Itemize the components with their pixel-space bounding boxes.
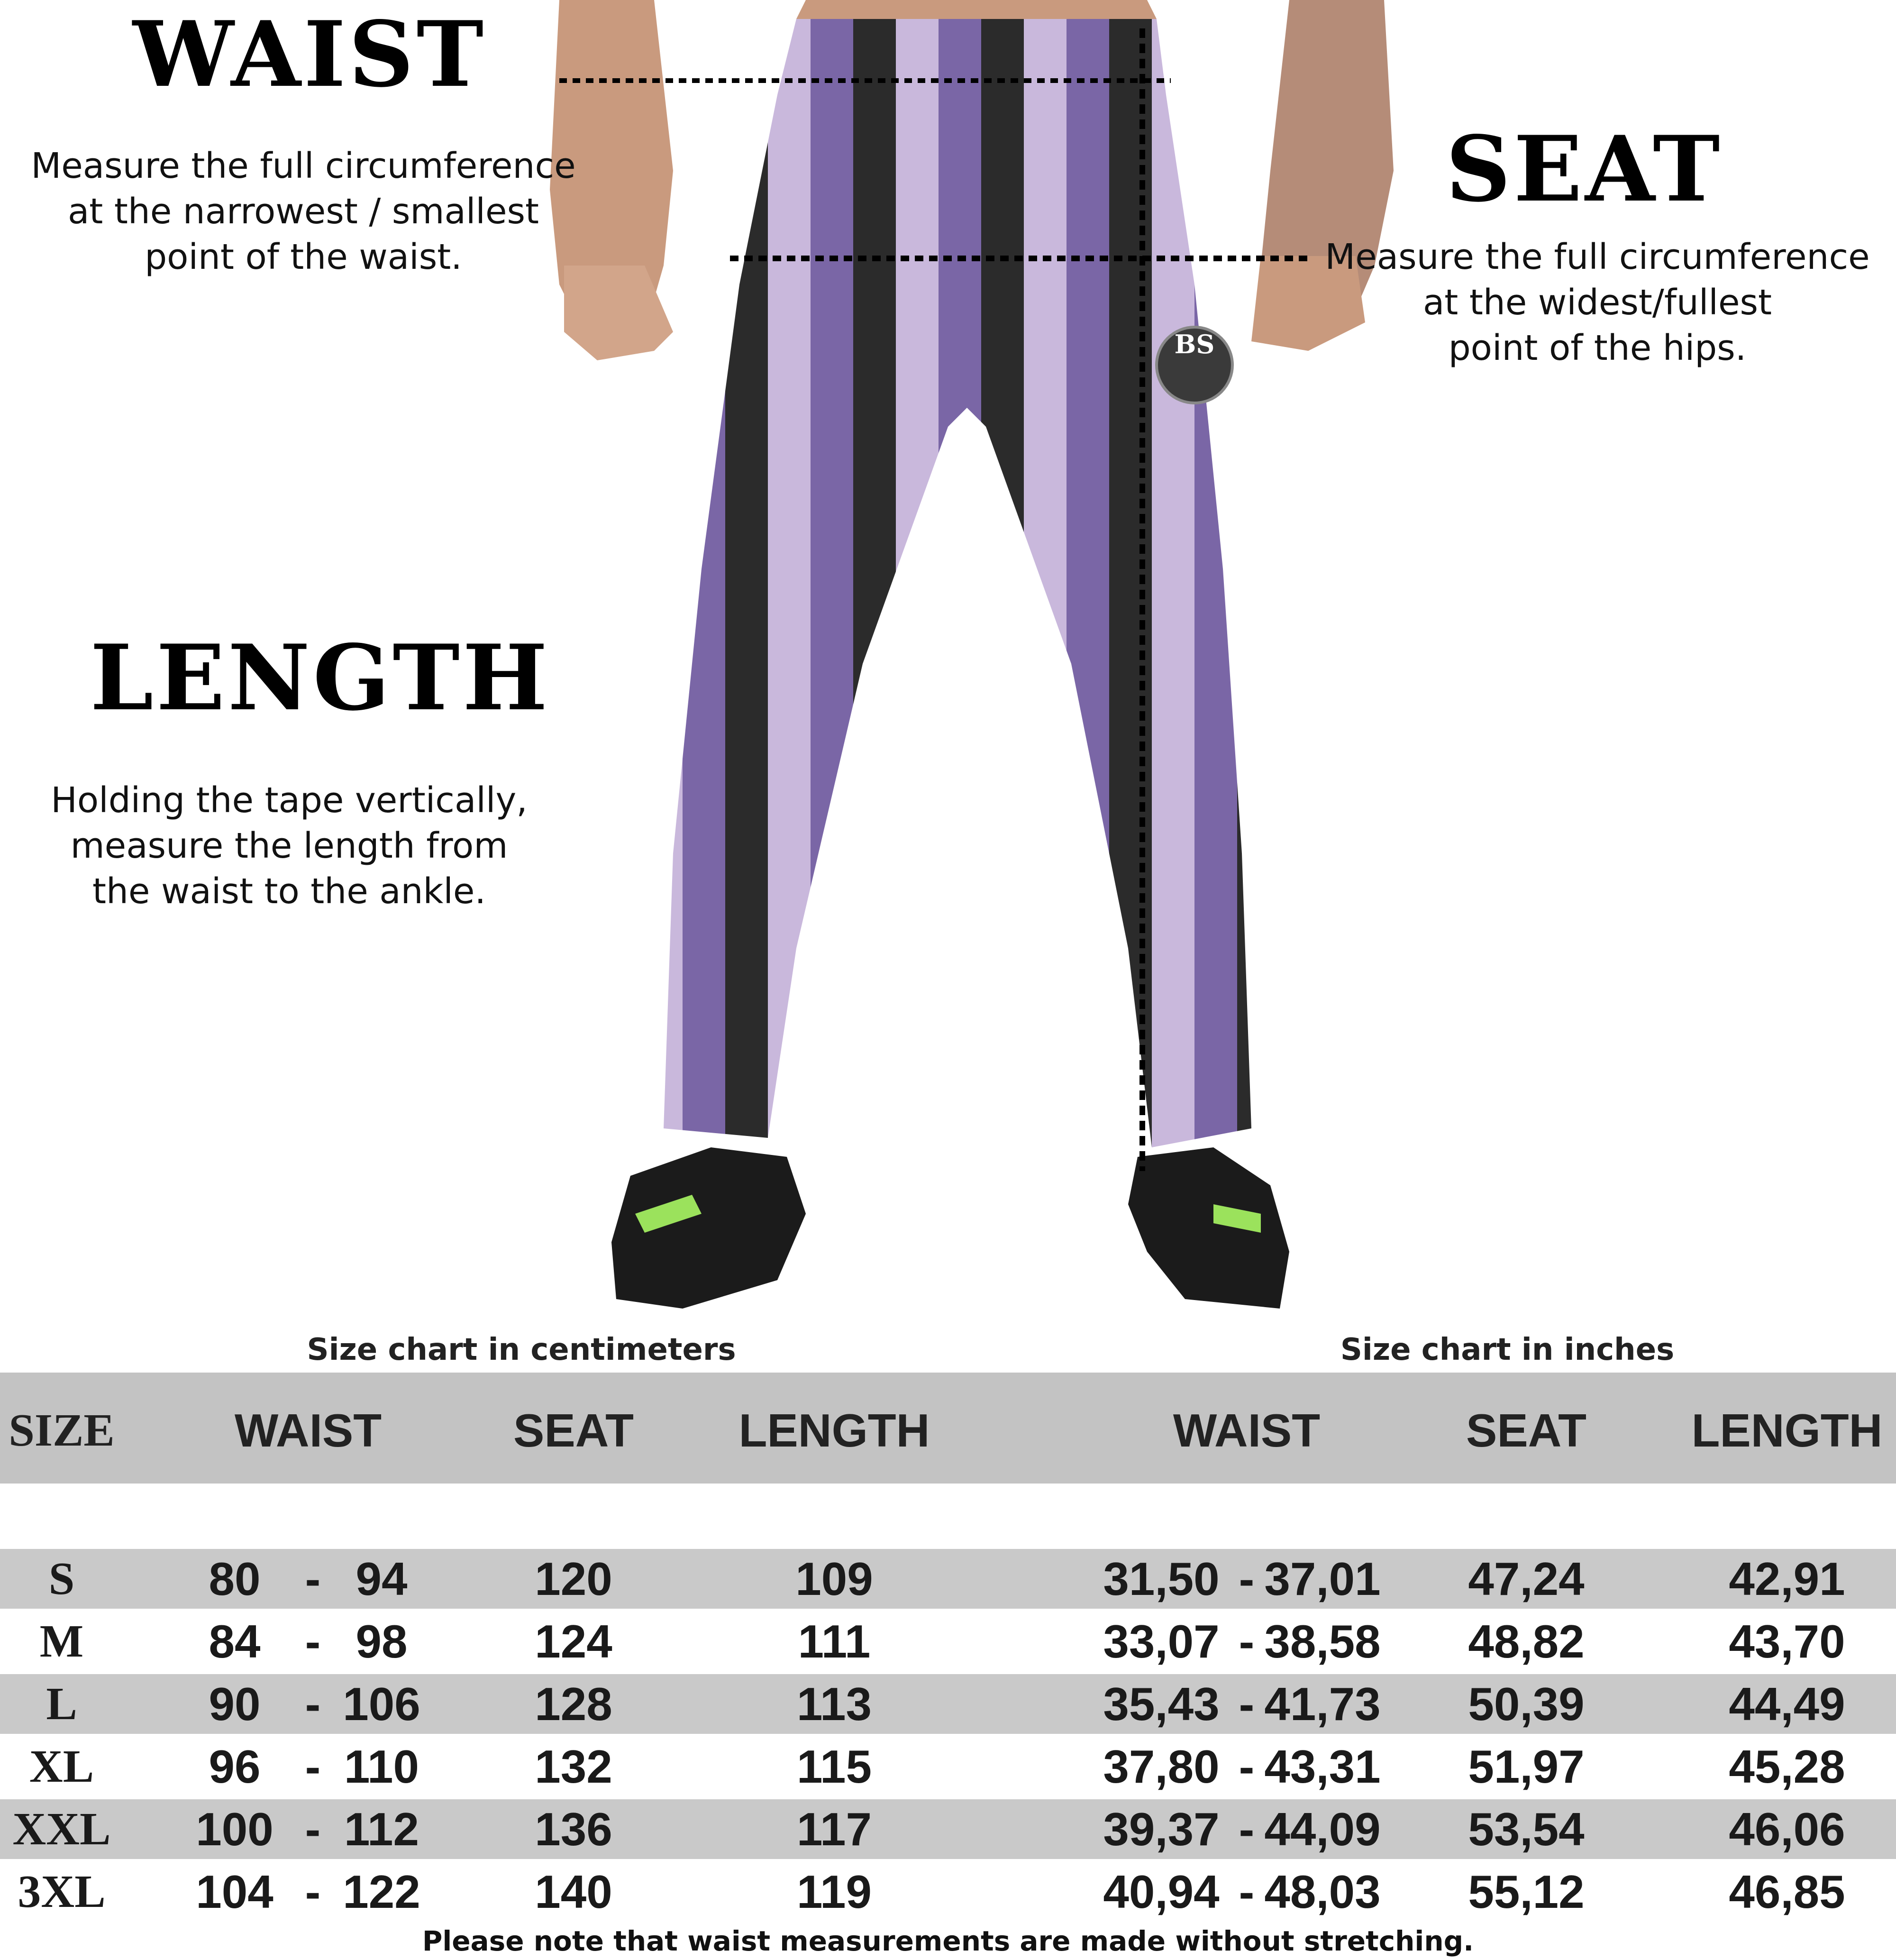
cell-in-seat: 51,97 [1468,1740,1585,1793]
cell-cm-seat: 124 [535,1615,612,1667]
cell-in-length: 46,06 [1729,1803,1845,1855]
waist-line-1: Measure the full circumference [31,146,576,186]
waist-line-2: at the narrowest / smallest [67,191,539,232]
length-line-3: the waist to the ankle. [92,871,486,912]
cell-size: S [48,1553,75,1604]
length-line-2: measure the length from [70,825,508,866]
cell-cm-waist-min: 100 [196,1803,273,1855]
seat-line-2: at the widest/fullest [1422,282,1772,323]
cell-in-waist-min: 40,94 [1103,1866,1220,1918]
cell-in-length: 43,70 [1729,1615,1845,1667]
cell-cm-waist-sep: - [305,1866,321,1918]
cell-in-length: 46,85 [1729,1866,1845,1918]
table-header [0,1373,1896,1484]
cell-in-length: 42,91 [1729,1553,1845,1605]
cell-in-seat: 47,24 [1468,1553,1585,1605]
cell-cm-waist-max: 106 [343,1678,420,1730]
brand-patch-text: BS [1174,329,1215,359]
waist-title: WAIST [133,1,487,107]
cell-in-waist-max: 41,73 [1264,1678,1381,1730]
cell-cm-length: 113 [796,1678,872,1730]
table-row [0,1737,1896,1796]
cell-in-waist-min: 35,43 [1103,1678,1220,1730]
cell-in-seat: 53,54 [1468,1803,1585,1855]
cell-cm-waist-min: 84 [209,1615,261,1667]
cell-size: 3XL [18,1866,106,1917]
header-cm-seat: SEAT [513,1404,634,1456]
cell-size: M [39,1616,84,1667]
waist-description [9,143,597,280]
cell-cm-seat: 128 [535,1678,612,1730]
cell-cm-length: 117 [796,1803,872,1855]
cell-in-waist-min: 39,37 [1103,1803,1220,1855]
table-row [0,1612,1896,1671]
cell-in-waist-sep: - [1239,1803,1255,1855]
cell-in-seat: 48,82 [1468,1615,1585,1667]
cell-in-seat: 50,39 [1468,1678,1585,1730]
cell-cm-seat: 132 [535,1740,612,1793]
cell-in-waist-sep: - [1239,1740,1255,1793]
table-row [0,1862,1896,1922]
cell-in-waist-max: 43,31 [1264,1740,1381,1793]
table-row [0,1799,1896,1859]
cell-in-seat: 55,12 [1468,1866,1585,1918]
cell-cm-waist-min: 96 [209,1740,261,1793]
cell-in-waist-sep: - [1239,1678,1255,1730]
cell-cm-length: 115 [796,1740,872,1793]
seat-line-1: Measure the full circumference [1325,237,1870,277]
cell-cm-waist-sep: - [305,1740,321,1793]
cell-in-waist-max: 44,09 [1264,1803,1381,1855]
header-in-length: LENGTH [1691,1404,1883,1456]
header-in-seat: SEAT [1466,1404,1587,1456]
cell-in-length: 45,28 [1729,1740,1845,1793]
cell-cm-waist-max: 112 [344,1803,419,1855]
seat-title: SEAT [1446,116,1723,222]
cell-cm-waist-sep: - [305,1803,321,1855]
cell-in-waist-max: 38,58 [1264,1615,1381,1667]
cell-size: XL [29,1741,94,1792]
header-cm-waist: WAIST [234,1404,382,1456]
cell-cm-length: 111 [798,1615,871,1667]
waist-line-3: point of the waist. [145,237,462,277]
cell-in-waist-sep: - [1239,1866,1255,1918]
cell-cm-waist-max: 122 [343,1866,420,1918]
cell-in-waist-max: 48,03 [1264,1866,1381,1918]
cell-cm-waist-min: 90 [209,1678,261,1730]
right-shoe [1128,1147,1289,1309]
cell-in-waist-sep: - [1239,1553,1255,1605]
cell-in-length: 44,49 [1729,1678,1845,1730]
cell-in-waist-min: 31,50 [1103,1553,1220,1605]
cell-cm-waist-sep: - [305,1553,321,1605]
cell-cm-length: 109 [795,1553,873,1605]
cell-cm-waist-sep: - [305,1678,321,1730]
cell-cm-seat: 136 [535,1803,612,1855]
cell-in-waist-sep: - [1239,1615,1255,1667]
cell-cm-length: 119 [796,1866,872,1918]
table-row [0,1674,1896,1734]
cell-size: XXL [12,1804,111,1855]
cell-cm-seat: 140 [535,1866,612,1918]
length-line-1: Holding the tape vertically, [51,780,528,821]
cell-in-waist-min: 33,07 [1103,1615,1220,1667]
caption-inches: Size chart in inches [1340,1332,1675,1367]
torso [796,0,1157,19]
cell-in-waist-max: 37,01 [1264,1553,1381,1605]
caption-centimeters: Size chart in centimeters [307,1332,736,1367]
cell-size: L [46,1678,77,1730]
seat-line-3: point of the hips. [1448,328,1747,368]
stretch-note: Please note that waist measurements are made without stretching. [422,1925,1474,1957]
cell-in-waist-min: 37,80 [1103,1740,1220,1793]
header-size: SIZE [9,1405,115,1456]
cell-cm-waist-min: 80 [209,1553,261,1605]
cell-cm-waist-sep: - [305,1615,321,1667]
table-row [0,1549,1896,1609]
cell-cm-waist-max: 110 [344,1740,419,1793]
cell-cm-waist-max: 94 [356,1553,408,1605]
length-title: LENGTH [90,625,551,731]
left-shoe [611,1147,806,1309]
header-cm-length: LENGTH [738,1404,930,1456]
seat-description [1308,234,1887,371]
cell-cm-waist-min: 104 [196,1866,273,1918]
header-in-waist: WAIST [1173,1404,1321,1456]
cell-cm-seat: 120 [535,1553,612,1605]
length-description [9,778,569,914]
cell-cm-waist-max: 98 [356,1615,408,1667]
